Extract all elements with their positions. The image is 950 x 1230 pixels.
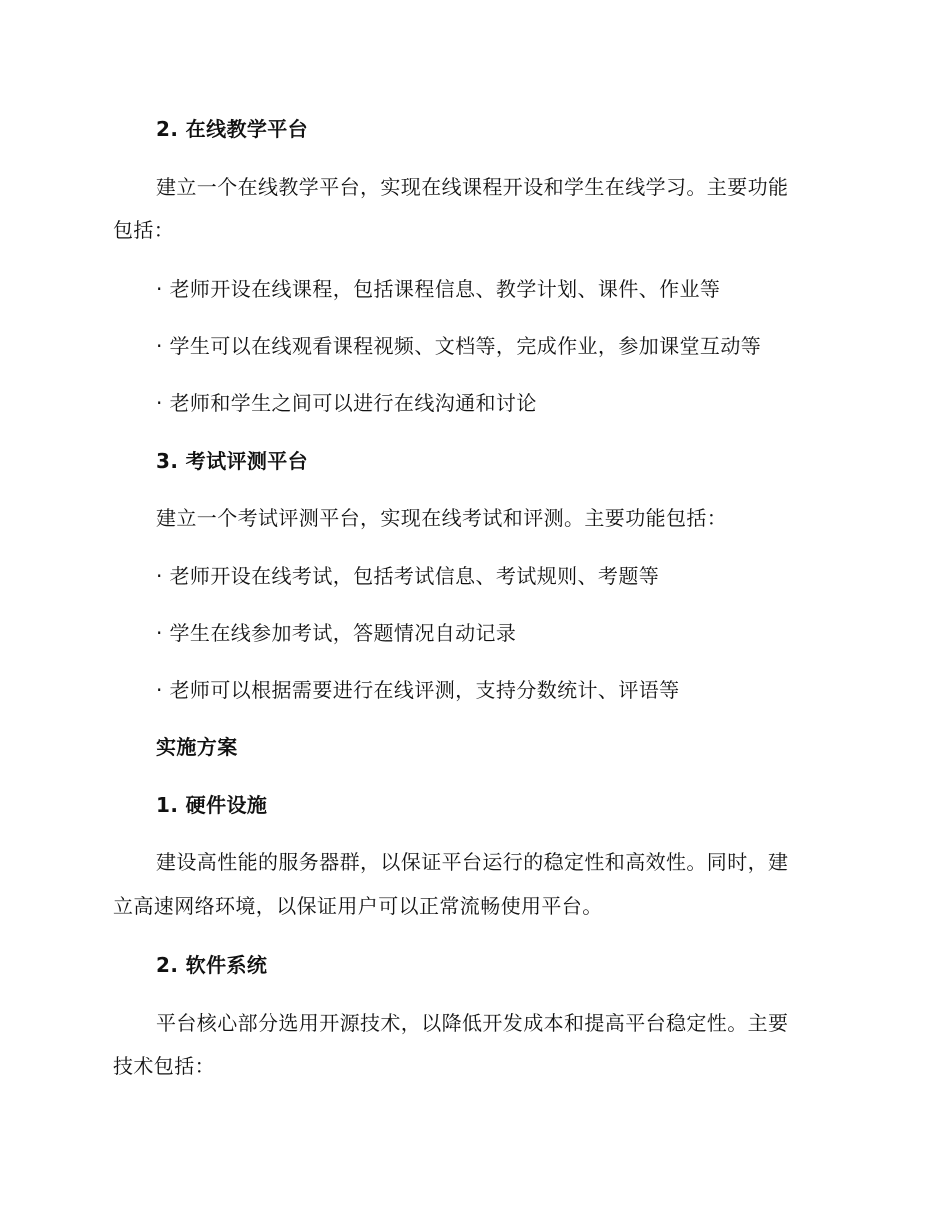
section-heading-online-teaching: 2. 在线教学平台 <box>156 117 309 141</box>
bullet-item: · 老师和学生之间可以进行在线沟通和讨论 <box>156 391 537 415</box>
paragraph-line: 建立一个在线教学平台，实现在线课程开设和学生在线学习。主要功能 <box>156 175 789 199</box>
paragraph-line: 平台核心部分选用开源技术，以降低开发成本和提高平台稳定性。主要 <box>156 1011 789 1035</box>
paragraph-line: 建设高性能的服务器群，以保证平台运行的稳定性和高效性。同时，建 <box>156 850 789 874</box>
subsection-heading-software: 2. 软件系统 <box>156 953 268 977</box>
bullet-item: · 老师可以根据需要进行在线评测，支持分数统计、评语等 <box>156 678 680 702</box>
section-heading-implementation: 实施方案 <box>156 735 238 759</box>
paragraph-line: 技术包括： <box>113 1054 215 1078</box>
section-heading-exam-evaluation: 3. 考试评测平台 <box>156 449 309 473</box>
bullet-item: · 学生可以在线观看课程视频、文档等，完成作业，参加课堂互动等 <box>156 334 762 358</box>
paragraph-line: 立高速网络环境，以保证用户可以正常流畅使用平台。 <box>113 894 603 918</box>
bullet-item: · 学生在线参加考试，答题情况自动记录 <box>156 621 517 645</box>
bullet-item: · 老师开设在线课程，包括课程信息、教学计划、课件、作业等 <box>156 277 721 301</box>
bullet-item: · 老师开设在线考试，包括考试信息、考试规则、考题等 <box>156 564 660 588</box>
paragraph-line: 包括： <box>113 218 175 242</box>
paragraph-line: 建立一个考试评测平台，实现在线考试和评测。主要功能包括： <box>156 506 728 530</box>
subsection-heading-hardware: 1. 硬件设施 <box>156 793 268 817</box>
